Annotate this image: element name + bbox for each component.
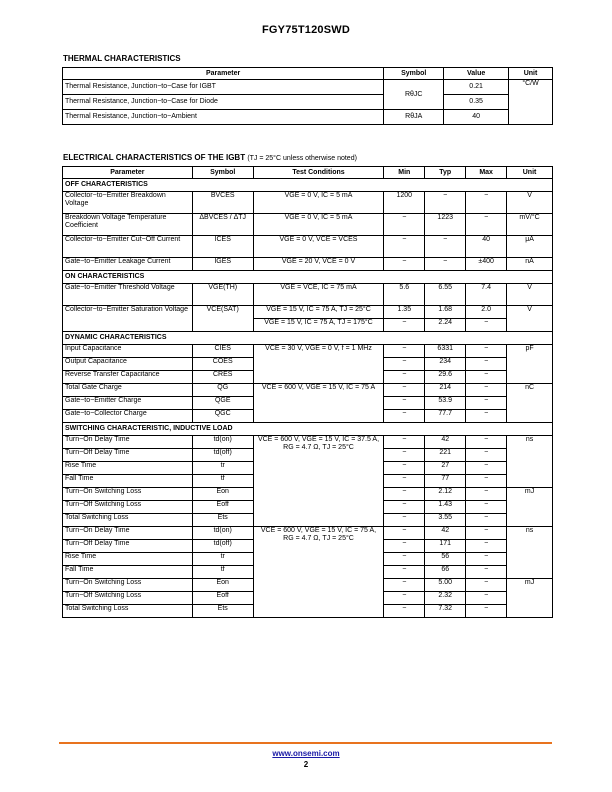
min: 1.35: [384, 306, 425, 319]
max: −: [466, 553, 507, 566]
typ: −: [425, 236, 466, 258]
max: −: [466, 410, 507, 423]
thermal-value: 0.21: [444, 80, 509, 95]
conditions: VCE = 600 V, VGE = 15 V, IC = 37.5 A, RG = 4.7 Ω, TJ = 25°C: [253, 436, 384, 527]
thermal-section-title: THERMAL CHARACTERISTICS: [63, 54, 181, 63]
typ: 53.9: [425, 397, 466, 410]
symbol: Eon: [192, 579, 253, 592]
param: Rise Time: [63, 462, 193, 475]
group-off: OFF CHARACTERISTICS: [63, 179, 553, 192]
thermal-header-symbol: Symbol: [384, 68, 444, 80]
unit: μA: [507, 236, 553, 258]
param: Collector−to−Emitter Breakdown Voltage: [63, 192, 193, 214]
conditions: VGE = 0 V, VCE = VCES: [253, 236, 384, 258]
conditions: VGE = VCE, IC = 75 mA: [253, 284, 384, 306]
page-title: FGY75T120SWD: [262, 24, 350, 36]
unit: mJ: [507, 579, 553, 618]
min: −: [384, 319, 425, 332]
table-row: [63, 258, 553, 271]
symbol: ICES: [192, 236, 253, 258]
typ: 42: [425, 527, 466, 540]
unit: V: [507, 284, 553, 306]
symbol: QGC: [192, 410, 253, 423]
table-row: [63, 214, 553, 236]
typ: 214: [425, 384, 466, 397]
param: Turn−Off Switching Loss: [63, 592, 193, 605]
min: −: [384, 514, 425, 527]
typ: 56: [425, 553, 466, 566]
max: 2.0: [466, 306, 507, 319]
max: −: [466, 540, 507, 553]
param: Turn−Off Switching Loss: [63, 501, 193, 514]
min: −: [384, 397, 425, 410]
max: −: [466, 566, 507, 579]
param: Gate−to−Collector Charge: [63, 410, 193, 423]
min: −: [384, 488, 425, 501]
typ: 27: [425, 462, 466, 475]
typ: 221: [425, 449, 466, 462]
min: −: [384, 605, 425, 618]
max: −: [466, 397, 507, 410]
min: −: [384, 214, 425, 236]
max: −: [466, 214, 507, 236]
max: −: [466, 345, 507, 358]
param: Gate−to−Emitter Charge: [63, 397, 193, 410]
table-row: [63, 527, 553, 540]
symbol: IGES: [192, 258, 253, 271]
thermal-param: Thermal Resistance, Junction−to−Case for IGBT: [63, 80, 384, 95]
symbol: Eoff: [192, 501, 253, 514]
conditions: VGE = 0 V, IC = 5 mA: [253, 214, 384, 236]
symbol: CIES: [192, 345, 253, 358]
max: −: [466, 527, 507, 540]
thermal-unit: °C/W: [509, 80, 553, 125]
thermal-header-unit: Unit: [509, 68, 553, 80]
symbol: ΔBVCES / ΔTJ: [192, 214, 253, 236]
unit: V: [507, 192, 553, 214]
max: −: [466, 371, 507, 384]
thermal-value: 40: [444, 110, 509, 125]
symbol: tr: [192, 462, 253, 475]
elec-header-max: Max: [466, 167, 507, 179]
param: Turn−On Delay Time: [63, 527, 193, 540]
symbol: COES: [192, 358, 253, 371]
symbol: td(on): [192, 527, 253, 540]
min: −: [384, 384, 425, 397]
max: −: [466, 462, 507, 475]
conditions: VGE = 15 V, IC = 75 A, TJ = 25°C: [253, 306, 384, 319]
symbol: td(off): [192, 540, 253, 553]
max: 7.4: [466, 284, 507, 306]
max: −: [466, 384, 507, 397]
param: Gate−to−Emitter Threshold Voltage: [63, 284, 193, 306]
conditions: VCE = 600 V, VGE = 15 V, IC = 75 A: [253, 384, 384, 423]
elec-header-conditions: Test Conditions: [253, 167, 384, 179]
min: −: [384, 592, 425, 605]
unit: nC: [507, 384, 553, 423]
min: 5.6: [384, 284, 425, 306]
min: −: [384, 501, 425, 514]
min: −: [384, 540, 425, 553]
unit: ns: [507, 527, 553, 579]
typ: −: [425, 258, 466, 271]
typ: 2.32: [425, 592, 466, 605]
electrical-section-title: [63, 153, 357, 162]
table-row: [63, 95, 553, 110]
symbol: td(on): [192, 436, 253, 449]
footer-website-link[interactable]: www.onsemi.com: [272, 749, 340, 758]
typ: 42: [425, 436, 466, 449]
typ: −: [425, 192, 466, 214]
table-row: [63, 345, 553, 358]
switching-rows: [63, 436, 553, 618]
symbol: CRES: [192, 371, 253, 384]
max: −: [466, 579, 507, 592]
param: Total Gate Charge: [63, 384, 193, 397]
typ: 2.24: [425, 319, 466, 332]
thermal-param: Thermal Resistance, Junction−to−Ambient: [63, 110, 384, 125]
param: Gate−to−Emitter Leakage Current: [63, 258, 193, 271]
electrical-condition: (TJ = 25°C unless otherwise noted): [247, 155, 357, 162]
max: −: [466, 475, 507, 488]
param: Turn−On Delay Time: [63, 436, 193, 449]
thermal-value: 0.35: [444, 95, 509, 110]
min: −: [384, 527, 425, 540]
conditions: VGE = 20 V, VCE = 0 V: [253, 258, 384, 271]
conditions: VGE = 15 V, IC = 75 A, TJ = 175°C: [253, 319, 384, 332]
typ: 3.55: [425, 514, 466, 527]
param: Turn−Off Delay Time: [63, 540, 193, 553]
group-on: ON CHARACTERISTICS: [63, 271, 553, 284]
min: −: [384, 371, 425, 384]
max: 40: [466, 236, 507, 258]
typ: 77.7: [425, 410, 466, 423]
typ: 29.6: [425, 371, 466, 384]
param: Collector−to−Emitter Cut−Off Current: [63, 236, 193, 258]
unit: mV/°C: [507, 214, 553, 236]
max: −: [466, 358, 507, 371]
min: −: [384, 358, 425, 371]
thermal-symbol: RθJA: [384, 110, 444, 125]
min: −: [384, 410, 425, 423]
min: −: [384, 258, 425, 271]
min: −: [384, 462, 425, 475]
min: 1200: [384, 192, 425, 214]
thermal-header-value: Value: [444, 68, 509, 80]
param: Collector−to−Emitter Saturation Voltage: [63, 306, 193, 332]
param: Reverse Transfer Capacitance: [63, 371, 193, 384]
param: Turn−On Switching Loss: [63, 488, 193, 501]
symbol: Ets: [192, 514, 253, 527]
max: −: [466, 605, 507, 618]
typ: 2.12: [425, 488, 466, 501]
max: −: [466, 192, 507, 214]
symbol: QG: [192, 384, 253, 397]
symbol: tf: [192, 475, 253, 488]
max: −: [466, 436, 507, 449]
electrical-table: [62, 166, 553, 618]
table-row: [63, 192, 553, 214]
symbol: QGE: [192, 397, 253, 410]
table-row: [63, 284, 553, 306]
max: −: [466, 488, 507, 501]
unit: ns: [507, 436, 553, 488]
typ: 1223: [425, 214, 466, 236]
typ: 171: [425, 540, 466, 553]
table-row: [63, 306, 553, 319]
elec-header-symbol: Symbol: [192, 167, 253, 179]
param: Turn−On Switching Loss: [63, 579, 193, 592]
max: −: [466, 514, 507, 527]
conditions: VCE = 600 V, VGE = 15 V, IC = 75 A, RG = 4.7 Ω, TJ = 25°C: [253, 527, 384, 618]
thermal-header-parameter: Parameter: [63, 68, 384, 80]
elec-header-unit: Unit: [507, 167, 553, 179]
min: −: [384, 579, 425, 592]
param: Turn−Off Delay Time: [63, 449, 193, 462]
unit: pF: [507, 345, 553, 384]
thermal-symbol: RθJC: [384, 80, 444, 110]
elec-header-min: Min: [384, 167, 425, 179]
min: −: [384, 553, 425, 566]
table-row: [63, 236, 553, 258]
min: −: [384, 345, 425, 358]
max: −: [466, 501, 507, 514]
typ: 77: [425, 475, 466, 488]
max: −: [466, 319, 507, 332]
typ: 234: [425, 358, 466, 371]
conditions: VCE = 30 V, VGE = 0 V, f = 1 MHz: [253, 345, 384, 384]
typ: 1.43: [425, 501, 466, 514]
typ: 1.68: [425, 306, 466, 319]
param: Total Switching Loss: [63, 605, 193, 618]
param: Rise Time: [63, 553, 193, 566]
symbol: BVCES: [192, 192, 253, 214]
min: −: [384, 449, 425, 462]
symbol: Eon: [192, 488, 253, 501]
typ: 66: [425, 566, 466, 579]
symbol: Eoff: [192, 592, 253, 605]
symbol: td(off): [192, 449, 253, 462]
elec-header-typ: Typ: [425, 167, 466, 179]
param: Total Switching Loss: [63, 514, 193, 527]
unit: V: [507, 306, 553, 332]
max: −: [466, 449, 507, 462]
thermal-table: [62, 67, 553, 125]
symbol: Ets: [192, 605, 253, 618]
unit: mJ: [507, 488, 553, 527]
max: −: [466, 592, 507, 605]
min: −: [384, 475, 425, 488]
symbol: tr: [192, 553, 253, 566]
elec-header-parameter: Parameter: [63, 167, 193, 179]
min: −: [384, 566, 425, 579]
symbol: VCE(SAT): [192, 306, 253, 332]
table-row: [63, 436, 553, 449]
symbol: tf: [192, 566, 253, 579]
min: −: [384, 436, 425, 449]
param: Input Capacitance: [63, 345, 193, 358]
table-row: [63, 384, 553, 397]
group-switching: SWITCHING CHARACTERISTIC, INDUCTIVE LOAD: [63, 423, 553, 436]
electrical-title: ELECTRICAL CHARACTERISTICS OF THE IGBT: [63, 153, 246, 162]
typ: 6.55: [425, 284, 466, 306]
typ: 7.32: [425, 605, 466, 618]
symbol: VGE(TH): [192, 284, 253, 306]
param: Output Capacitance: [63, 358, 193, 371]
min: −: [384, 236, 425, 258]
max: ±400: [466, 258, 507, 271]
unit: nA: [507, 258, 553, 271]
table-row: [63, 80, 553, 95]
table-row: [63, 110, 553, 125]
thermal-param: Thermal Resistance, Junction−to−Case for Diode: [63, 95, 384, 110]
param: Fall Time: [63, 566, 193, 579]
group-dynamic: DYNAMIC CHARACTERISTICS: [63, 332, 553, 345]
page-number: 2: [303, 760, 309, 769]
conditions: VGE = 0 V, IC = 5 mA: [253, 192, 384, 214]
param: Breakdown Voltage Temperature Coefficient: [63, 214, 193, 236]
footer-divider: [59, 742, 552, 744]
typ: 5.00: [425, 579, 466, 592]
param: Fall Time: [63, 475, 193, 488]
typ: 6331: [425, 345, 466, 358]
